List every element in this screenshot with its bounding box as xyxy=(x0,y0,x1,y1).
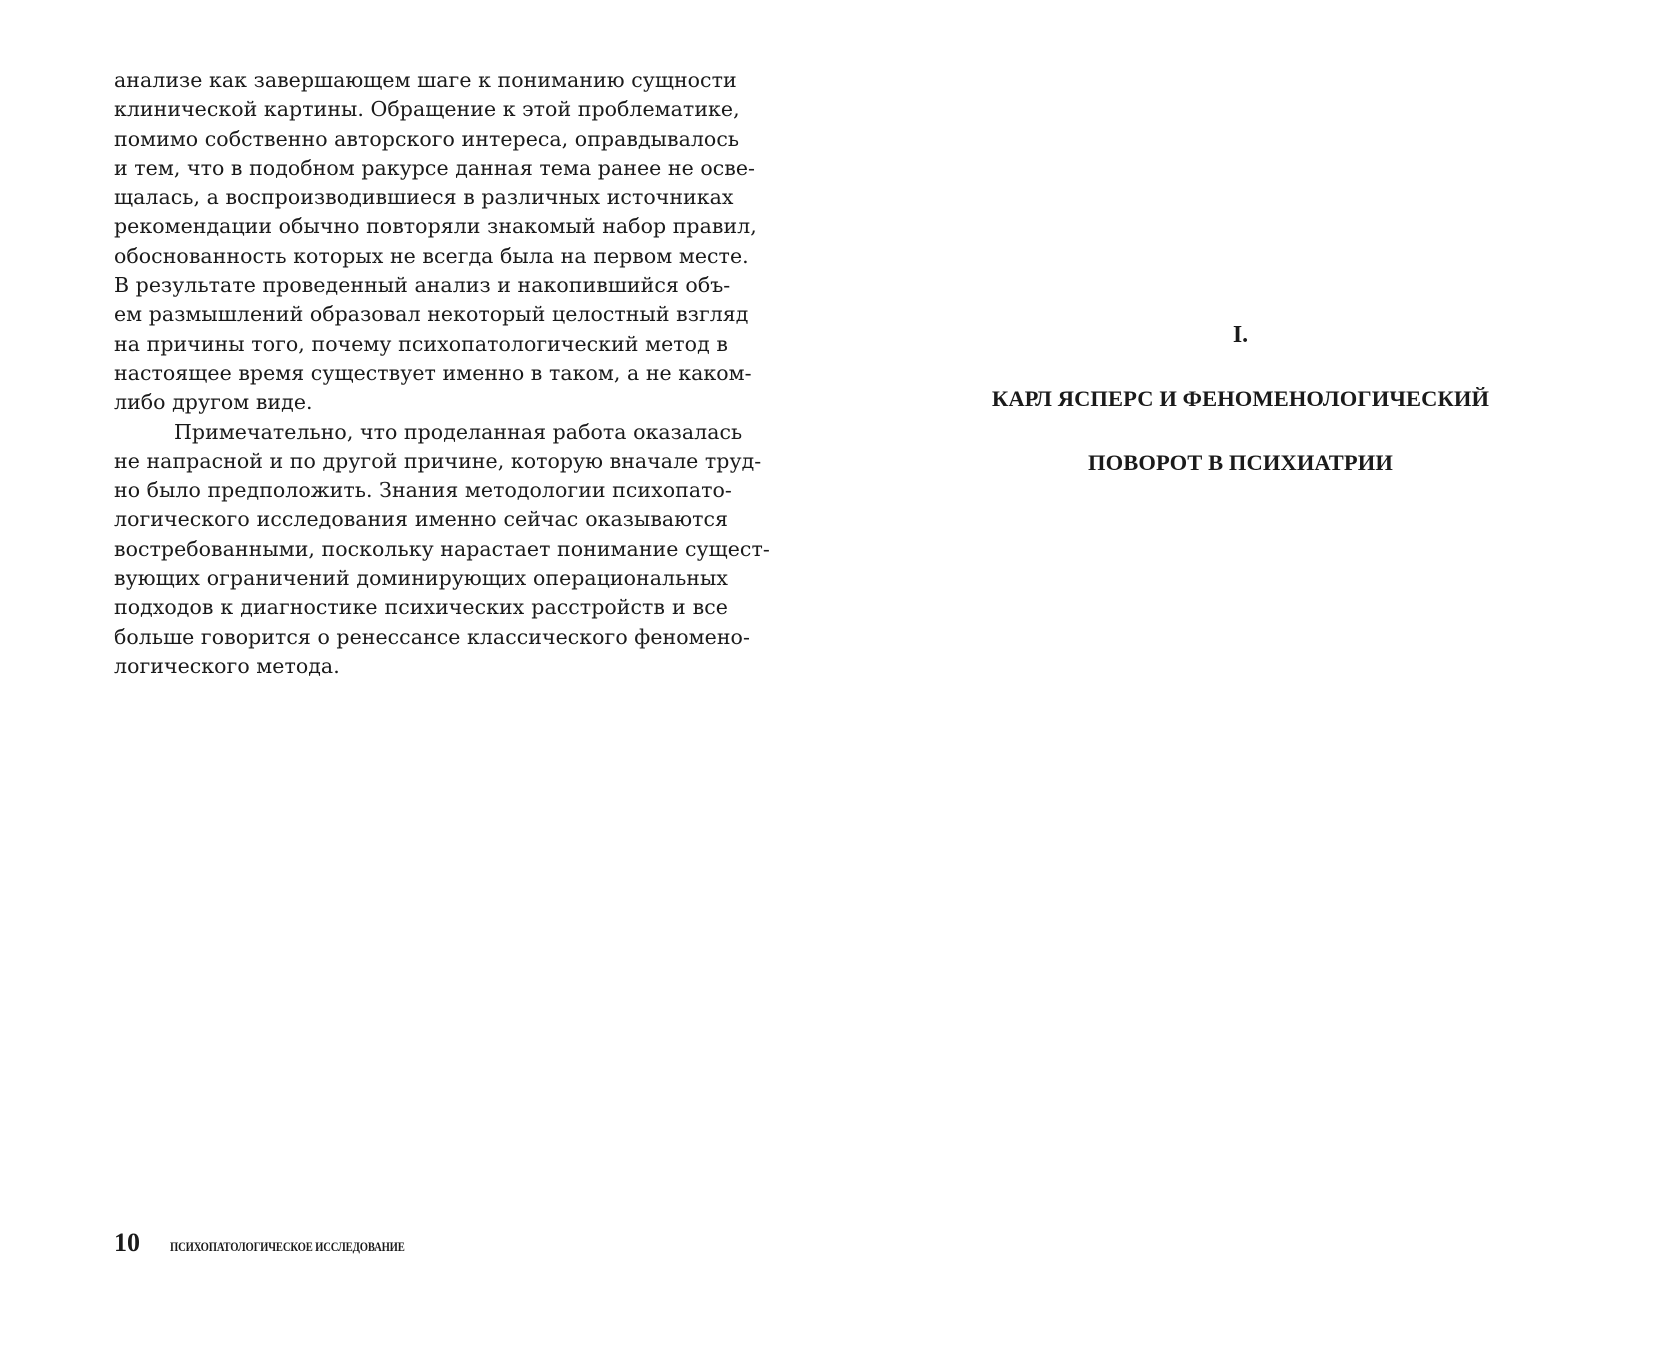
paragraph-2 xyxy=(114,418,770,682)
right-page xyxy=(827,0,1654,1358)
chapter-number: I. xyxy=(1232,322,1249,348)
body-text xyxy=(114,66,770,681)
text-line: больше говорится о ренессансе классического феномено- xyxy=(114,624,750,649)
text-line: востребованными, поскольку нарастает понимание сущест- xyxy=(114,536,770,561)
text-line: В результате проведенный анализ и накопившийся объ- xyxy=(114,273,731,298)
page-footer xyxy=(114,1228,446,1258)
text-line: ем размышлений образовал некоторый целостный взгляд xyxy=(114,302,749,327)
text-line: на причины того, почему психопатологический метод в xyxy=(114,331,728,356)
text-line: Примечательно, что проделанная работа оказалась xyxy=(174,419,743,444)
page-number: 10 xyxy=(114,1228,140,1257)
text-line: логического исследования именно сейчас оказываются xyxy=(114,507,728,532)
chapter-title-line-1: КАРЛ ЯСПЕРС И ФЕНОМЕНОЛОГИЧЕСКИЙ xyxy=(991,386,1490,411)
paragraph-1 xyxy=(114,66,757,418)
text-line: щалась, а воспроизводившиеся в различных источниках xyxy=(114,185,734,210)
text-line: либо другом виде. xyxy=(114,390,313,415)
text-line: обоснованность которых не всегда была на первом месте. xyxy=(114,243,749,268)
text-line: вующих ограничений доминирующих операциональных xyxy=(114,566,728,591)
running-head: ПСИХОПАТОЛОГИЧЕСКОЕ ИССЛЕДОВАНИЕ xyxy=(170,1240,405,1254)
text-line: и тем, что в подобном ракурсе данная тема ранее не осве- xyxy=(114,155,756,180)
text-line: не напрасной и по другой причине, которую вначале труд- xyxy=(114,448,762,473)
text-line: но было предположить. Знания методологии психопато- xyxy=(114,478,732,503)
text-line: подходов к диагностике психических расстройств и все xyxy=(114,595,728,620)
chapter-title-line-2: ПОВОРОТ В ПСИХИАТРИИ xyxy=(1088,450,1393,475)
text-line: клинической картины. Обращение к этой проблематике, xyxy=(114,97,740,122)
text-line: настоящее время существует именно в таком, а не каком- xyxy=(114,360,752,385)
text-line: анализе как завершающем шаге к пониманию сущности xyxy=(114,68,737,92)
text-line: рекомендации обычно повторяли знакомый набор правил, xyxy=(114,214,757,239)
text-line: логического метода. xyxy=(114,653,340,678)
text-line: помимо собственно авторского интереса, оправдывалось xyxy=(114,126,740,151)
